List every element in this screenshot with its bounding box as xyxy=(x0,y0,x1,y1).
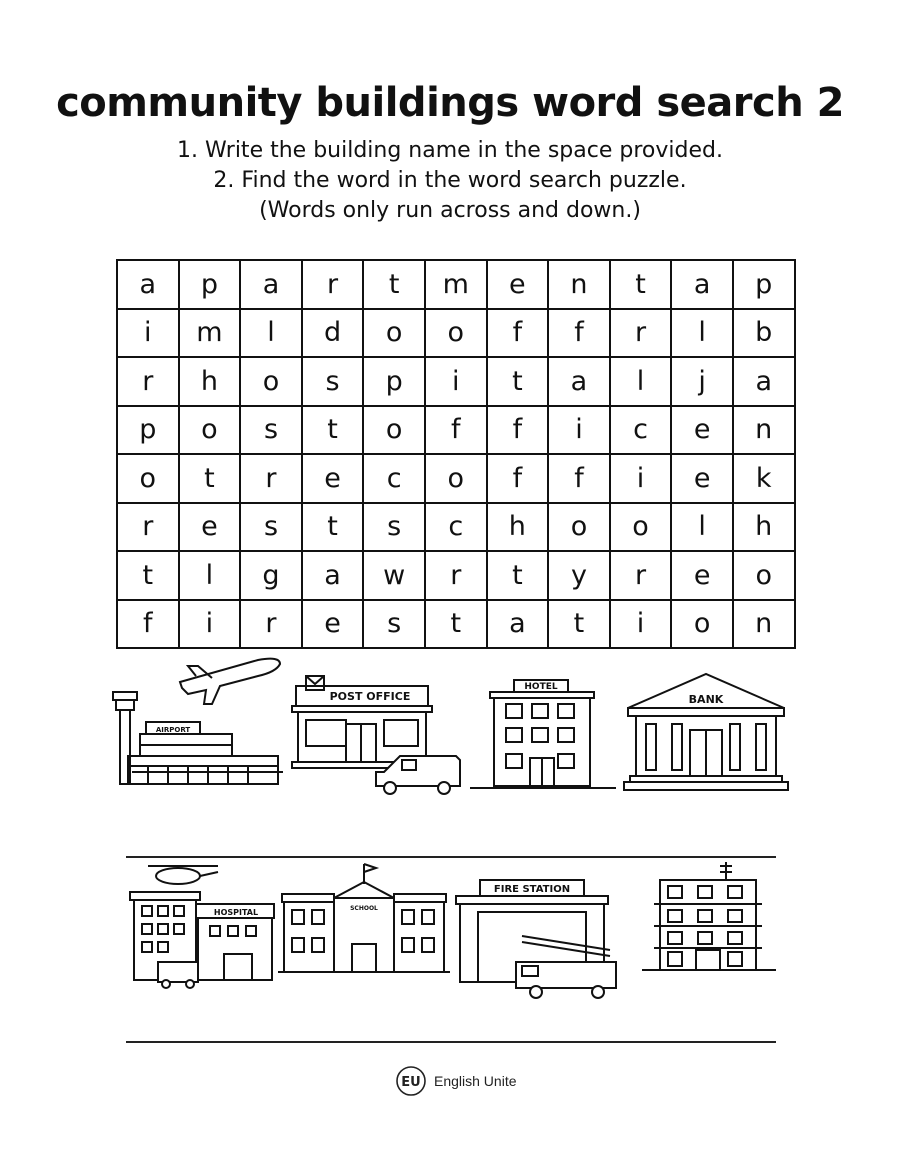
grid-row xyxy=(117,600,795,649)
school-sign: SCHOOL xyxy=(350,905,378,912)
grid-cell: c xyxy=(363,454,425,503)
answer-line-2 xyxy=(126,1041,776,1043)
grid-cell: i xyxy=(117,309,179,358)
grid-cell: s xyxy=(240,503,302,552)
fire-station-illustration xyxy=(452,872,622,1002)
grid-cell: f xyxy=(425,406,487,455)
grid-cell: e xyxy=(671,406,733,455)
grid-cell: l xyxy=(610,357,672,406)
instruction-3: (Words only run across and down.) xyxy=(259,198,641,223)
grid-cell: t xyxy=(117,551,179,600)
grid-cell: l xyxy=(671,309,733,358)
grid-cell: a xyxy=(671,260,733,309)
grid-cell: l xyxy=(179,551,241,600)
grid-cell: k xyxy=(733,454,795,503)
grid-cell: h xyxy=(733,503,795,552)
grid-cell: r xyxy=(610,309,672,358)
grid-cell: e xyxy=(671,454,733,503)
grid-cell: s xyxy=(240,406,302,455)
grid-row xyxy=(117,503,795,552)
grid-cell: f xyxy=(548,309,610,358)
grid-row xyxy=(117,454,795,503)
school-illustration xyxy=(276,860,452,980)
grid-cell: o xyxy=(179,406,241,455)
grid-cell: t xyxy=(425,600,487,649)
grid-row xyxy=(117,357,795,406)
logo-text: English Unite xyxy=(434,1073,517,1089)
grid-cell: j xyxy=(671,357,733,406)
grid-cell: e xyxy=(487,260,549,309)
grid-cell: m xyxy=(179,309,241,358)
grid-cell: t xyxy=(548,600,610,649)
grid-cell: t xyxy=(179,454,241,503)
grid-cell: h xyxy=(487,503,549,552)
grid-cell: b xyxy=(733,309,795,358)
grid-cell: c xyxy=(610,406,672,455)
english-unite-logo xyxy=(392,1064,517,1098)
svg-text:EU: EU xyxy=(401,1075,421,1090)
grid-cell: r xyxy=(240,454,302,503)
grid-row xyxy=(117,309,795,358)
grid-cell: a xyxy=(240,260,302,309)
grid-cell: e xyxy=(671,551,733,600)
bank-illustration xyxy=(622,670,792,796)
grid-cell: o xyxy=(671,600,733,649)
grid-cell: i xyxy=(548,406,610,455)
instruction-2: 2. Find the word in the word search puzzle. xyxy=(213,168,687,193)
grid-cell: f xyxy=(548,454,610,503)
grid-cell: e xyxy=(302,600,364,649)
grid-row xyxy=(117,551,795,600)
grid-cell: g xyxy=(240,551,302,600)
grid-cell: d xyxy=(302,309,364,358)
grid-cell: a xyxy=(733,357,795,406)
word-search-grid xyxy=(116,259,796,649)
grid-cell: t xyxy=(302,406,364,455)
grid-cell: r xyxy=(117,503,179,552)
apartment-illustration xyxy=(640,858,780,978)
bank-sign: BANK xyxy=(688,693,724,706)
airport-illustration xyxy=(108,652,288,792)
hospital-sign: HOSPITAL xyxy=(213,908,259,917)
fire-station-sign: FIRE STATION xyxy=(493,884,571,895)
grid-cell: n xyxy=(733,600,795,649)
grid-cell: h xyxy=(179,357,241,406)
grid-cell: p xyxy=(363,357,425,406)
grid-cell: o xyxy=(363,406,425,455)
grid-cell: o xyxy=(548,503,610,552)
grid-cell: t xyxy=(610,260,672,309)
grid-cell: a xyxy=(487,600,549,649)
grid-cell: r xyxy=(425,551,487,600)
grid-cell: o xyxy=(610,503,672,552)
grid-cell: a xyxy=(117,260,179,309)
post-office-sign: POST OFFICE xyxy=(329,690,411,703)
hospital-illustration xyxy=(126,862,286,992)
grid-cell: e xyxy=(179,503,241,552)
grid-cell: e xyxy=(302,454,364,503)
grid-cell: r xyxy=(302,260,364,309)
grid-cell: t xyxy=(487,551,549,600)
grid-cell: l xyxy=(240,309,302,358)
grid-cell: w xyxy=(363,551,425,600)
grid-cell: o xyxy=(117,454,179,503)
grid-cell: i xyxy=(425,357,487,406)
grid-cell: p xyxy=(117,406,179,455)
grid-cell: f xyxy=(487,454,549,503)
grid-cell: n xyxy=(733,406,795,455)
grid-cell: m xyxy=(425,260,487,309)
grid-cell: o xyxy=(425,309,487,358)
hotel-sign: HOTEL xyxy=(524,682,558,692)
instruction-1: 1. Write the building name in the space provided. xyxy=(177,138,723,163)
grid-cell: o xyxy=(240,357,302,406)
grid-cell: l xyxy=(671,503,733,552)
grid-cell: o xyxy=(363,309,425,358)
grid-cell: p xyxy=(179,260,241,309)
grid-cell: r xyxy=(240,600,302,649)
grid-cell: t xyxy=(487,357,549,406)
grid-cell: s xyxy=(363,503,425,552)
grid-cell: n xyxy=(548,260,610,309)
grid-cell: i xyxy=(610,454,672,503)
grid-cell: a xyxy=(548,357,610,406)
eu-logo-mark xyxy=(392,1064,430,1098)
grid-cell: p xyxy=(733,260,795,309)
grid-cell: t xyxy=(363,260,425,309)
grid-cell: o xyxy=(425,454,487,503)
grid-cell: f xyxy=(117,600,179,649)
grid-cell: a xyxy=(302,551,364,600)
grid-cell: c xyxy=(425,503,487,552)
post-office-illustration xyxy=(290,668,470,798)
grid-cell: r xyxy=(610,551,672,600)
grid-cell: f xyxy=(487,309,549,358)
grid-cell: y xyxy=(548,551,610,600)
grid-cell: f xyxy=(487,406,549,455)
grid-row xyxy=(117,406,795,455)
airport-sign: AIRPORT xyxy=(155,726,191,734)
grid-cell: i xyxy=(179,600,241,649)
grid-row xyxy=(117,260,795,309)
grid-cell: s xyxy=(363,600,425,649)
grid-cell: t xyxy=(302,503,364,552)
grid-cell: r xyxy=(117,357,179,406)
hotel-illustration xyxy=(466,672,626,797)
grid-cell: s xyxy=(302,357,364,406)
grid-cell: i xyxy=(610,600,672,649)
grid-cell: o xyxy=(733,551,795,600)
page-title: community buildings word search 2 xyxy=(56,80,844,126)
